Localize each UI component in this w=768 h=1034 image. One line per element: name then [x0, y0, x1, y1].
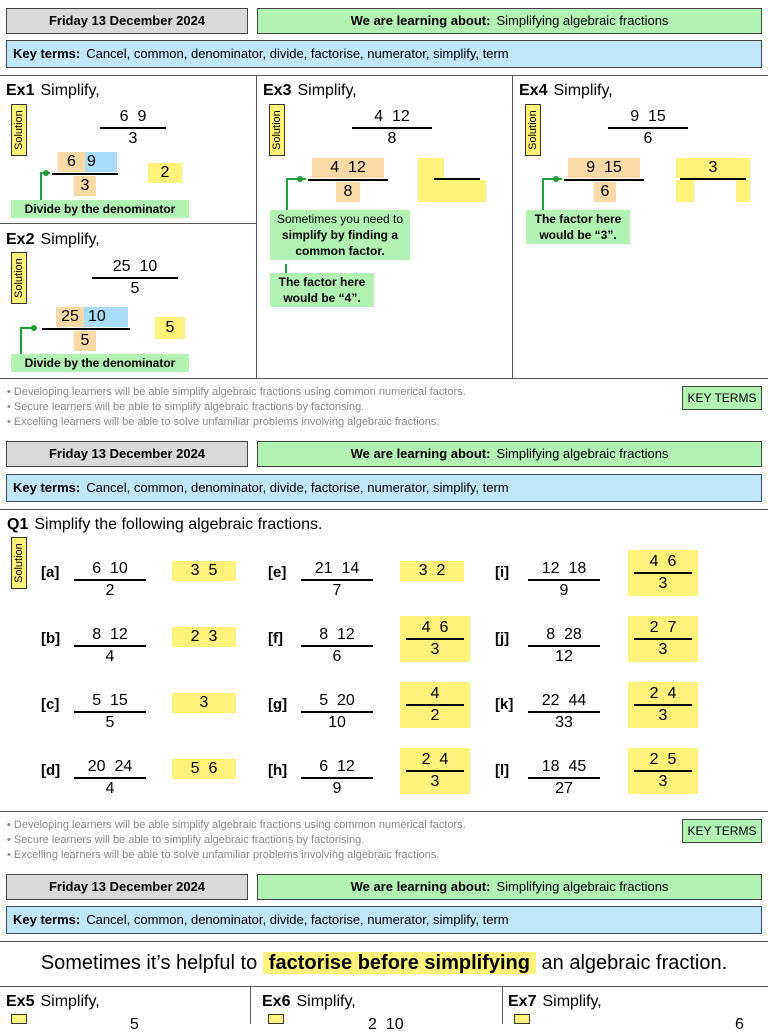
divider: [0, 378, 768, 379]
ex6-heading: Ex6 Simplify,: [262, 993, 356, 1010]
connector: [40, 172, 50, 200]
ex2-working: 25 10 5: [42, 307, 130, 353]
question-fraction: 8 12 4: [74, 626, 146, 666]
answer-box: 3: [172, 693, 236, 713]
ex5-heading: Ex5 Simplify,: [6, 993, 100, 1010]
question-label: [j]: [495, 630, 510, 647]
question-label: [l]: [495, 762, 510, 779]
learning-box: We are learning about: Simplifying algebraic fractions: [257, 8, 762, 34]
question-fraction: 8 28 12: [528, 626, 600, 666]
divider: [0, 941, 768, 942]
ex3-note: Sometimes you need to simplify by finding a common factor.: [270, 210, 410, 260]
key-terms-box: Key terms: Cancel, common, denominator, divide, factorise, numerator, simplify, term: [6, 474, 762, 502]
question-label: [f]: [268, 630, 283, 647]
divider: [512, 75, 513, 378]
date-box: Friday 13 December 2024: [6, 874, 248, 900]
key-terms-button[interactable]: KEY TERMS: [682, 819, 762, 843]
question-label: [a]: [41, 564, 60, 581]
question-label: [k]: [495, 696, 514, 713]
answer-box: 3 2: [400, 561, 464, 581]
answer-box: 3 5: [172, 561, 236, 581]
question-fraction: 20 24 4: [74, 758, 146, 798]
ex6-partial: 2 10: [368, 1016, 404, 1033]
question-label: [i]: [495, 564, 510, 581]
question-label: [e]: [268, 564, 287, 581]
key-terms-box: Key terms: Cancel, common, denominator, divide, factorise, numerator, simplify, term: [6, 40, 762, 68]
question-label: [g]: [268, 696, 288, 713]
learning-box: We are learning about: Simplifying algebraic fractions: [257, 441, 762, 467]
divider: [0, 75, 768, 76]
learning-box: We are learning about: Simplifying algebraic fractions: [257, 874, 762, 900]
answer-box: 4 6 3: [628, 550, 698, 596]
answer-box: 4 2: [400, 682, 470, 728]
connector-dot: [297, 176, 303, 182]
question-fraction: 21 14 7: [301, 560, 373, 600]
ex3-heading: Ex3 Simplify,: [263, 82, 357, 99]
date-box: Friday 13 December 2024: [6, 441, 248, 467]
solution-tab[interactable]: [514, 1014, 530, 1024]
connector-dot: [31, 325, 37, 331]
solution-tab[interactable]: Solution: [269, 104, 285, 156]
key-terms-button[interactable]: KEY TERMS: [682, 386, 762, 410]
question-fraction: 6 10 2: [74, 560, 146, 600]
solution-tab[interactable]: Solution: [11, 537, 27, 589]
question-fraction: 12 18 9: [528, 560, 600, 600]
question-label: [c]: [41, 696, 60, 713]
answer-box: 2 5 3: [628, 748, 698, 794]
divider: [250, 986, 251, 1024]
objectives-list: • Developing learners will be able simplify algebraic fractions using common numerical factors. • Secure learners will be able to simplify algebraic fractions by factorising. • Excelling learners will be able to solve unfamiliar problems involving algebraic fractions.: [7, 385, 466, 430]
solution-tab[interactable]: Solution: [11, 104, 27, 156]
question-label: [b]: [41, 630, 61, 647]
question-fraction: 6 12 9: [301, 758, 373, 798]
divider: [0, 811, 768, 812]
answer-box: 2 4 3: [400, 748, 470, 794]
answer-box: 5 6: [172, 759, 236, 779]
question-fraction: 5 20 10: [301, 692, 373, 732]
ex4-heading: Ex4 Simplify,: [519, 82, 613, 99]
ex2-note: Divide by the denominator: [11, 354, 189, 372]
answer-box: 4 6 3: [400, 616, 470, 662]
key-terms-box: Key terms: Cancel, common, denominator, divide, factorise, numerator, simplify, term: [6, 906, 762, 934]
ex4-note: The factor here would be “3”.: [526, 210, 630, 244]
question-fraction: 22 44 33: [528, 692, 600, 732]
ex3-answer: [418, 158, 486, 202]
divider: [256, 75, 257, 378]
ex7-partial: 6: [735, 1016, 744, 1033]
solution-tab[interactable]: [268, 1014, 284, 1024]
ex1-fraction: 6 9 3: [100, 108, 166, 148]
objectives-list: • Developing learners will be able simplify algebraic fractions using common numerical factors. • Secure learners will be able to simplify algebraic fractions by factorising. • Excelling learners will be able to solve unfamiliar problems involving algebraic fractions.: [7, 818, 466, 863]
question-fraction: 18 45 27: [528, 758, 600, 798]
ex3-fraction: 4 12 8: [352, 108, 432, 148]
divider: [0, 223, 256, 224]
question-label: [h]: [268, 762, 288, 779]
divider: [502, 986, 503, 1024]
question-fraction: 8 12 6: [301, 626, 373, 666]
q1-heading: Q1 Simplify the following algebraic fractions.: [7, 516, 323, 533]
answer-box: 2 7 3: [628, 616, 698, 662]
ex2-heading: Ex2 Simplify,: [6, 231, 100, 248]
ex1-answer: 2: [148, 163, 182, 183]
connector: [286, 178, 306, 210]
connector-dot: [553, 176, 559, 182]
ex1-note: Divide by the denominator: [11, 200, 189, 218]
divider: [0, 509, 768, 510]
ex7-heading: Ex7 Simplify,: [508, 993, 602, 1010]
connector-dot: [43, 170, 49, 176]
answer-box: 2 4 3: [628, 682, 698, 728]
ex3-working: 4 12 8: [308, 158, 388, 204]
connector: [20, 327, 34, 354]
factorise-tip: Sometimes it’s helpful to factorise before simplifying an algebraic fraction.: [40, 952, 728, 974]
ex4-answer: 3: [676, 158, 750, 202]
ex1-heading: Ex1 Simplify,: [6, 82, 100, 99]
question-label: [d]: [41, 762, 61, 779]
divider: [0, 986, 768, 987]
date-box: Friday 13 December 2024: [6, 8, 248, 34]
answer-box: 2 3: [172, 627, 236, 647]
ex2-answer: 5: [155, 317, 185, 339]
ex3-note-factor: The factor here would be “4”.: [270, 273, 374, 307]
solution-tab[interactable]: Solution: [11, 252, 27, 304]
ex5-partial: 5: [130, 1016, 139, 1033]
connector: [542, 178, 562, 210]
ex2-fraction: 25 10 5: [92, 258, 178, 298]
ex1-working: 6 9 3: [52, 152, 118, 198]
question-fraction: 5 15 5: [74, 692, 146, 732]
solution-tab[interactable]: Solution: [525, 104, 541, 156]
ex4-working: 9 15 6: [564, 158, 644, 204]
ex4-fraction: 9 15 6: [608, 108, 688, 148]
solution-tab[interactable]: [11, 1014, 27, 1024]
